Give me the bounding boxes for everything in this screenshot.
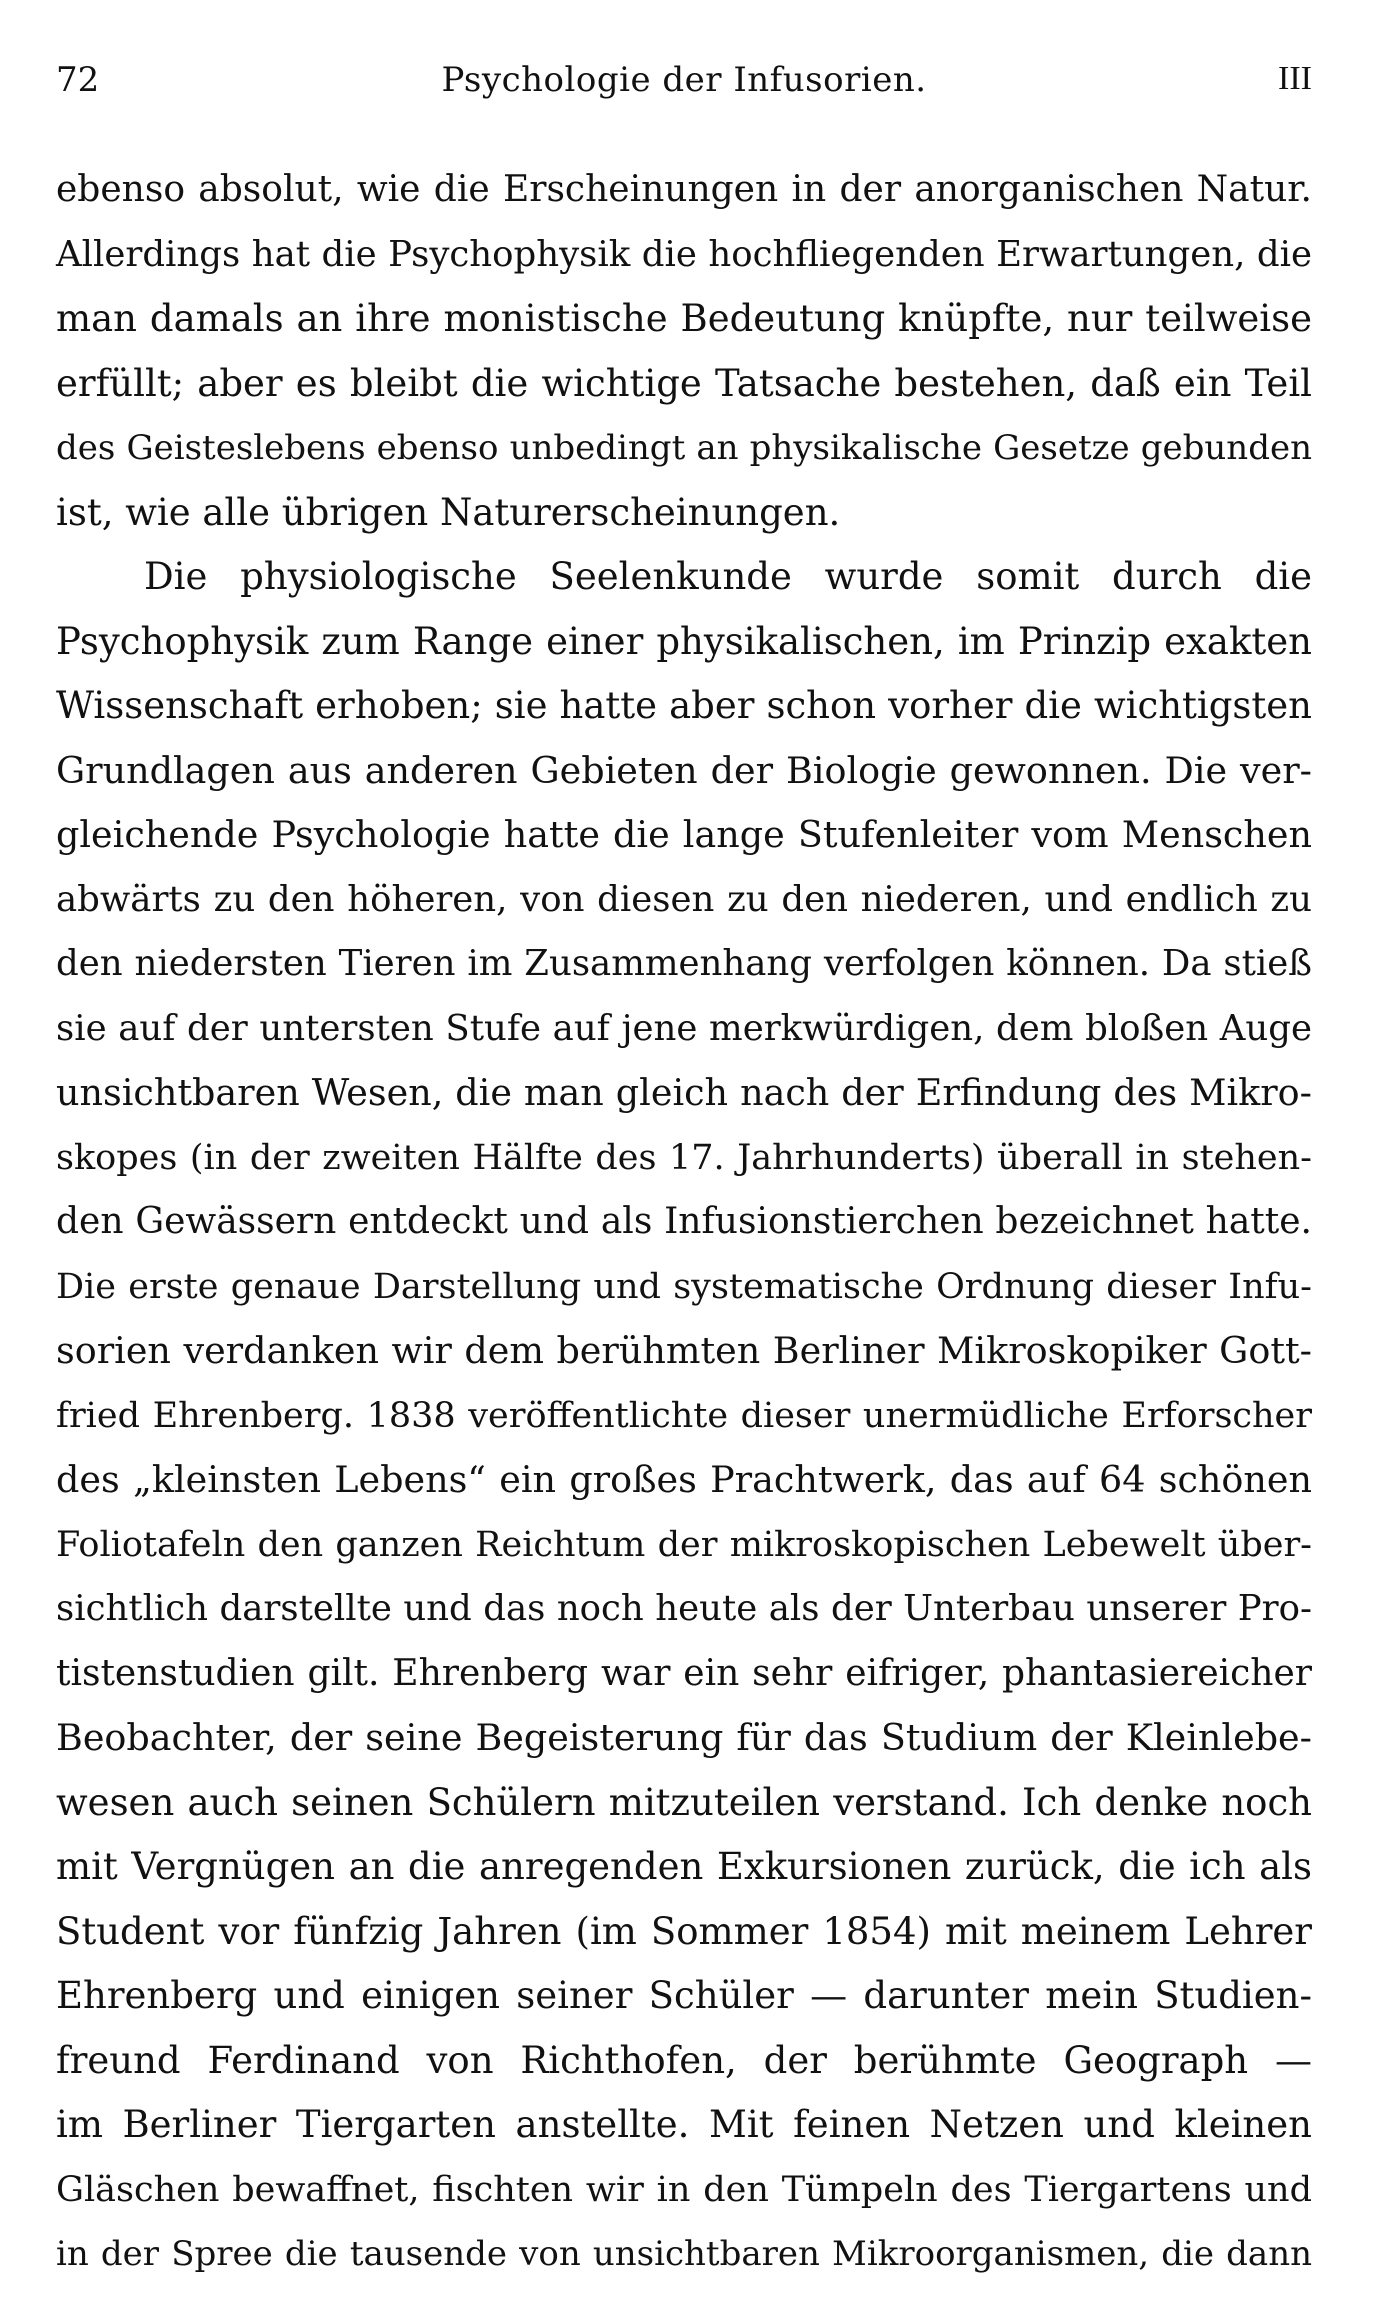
text-line: im Berliner Tiergarten anstellte. Mit feinen Netzen und kleinen: [56, 2103, 1312, 2146]
text-line: den niedersten Tieren im Zusammenhang verfolgen können. Da stieß: [56, 943, 1312, 984]
text-line: tistenstudien gilt. Ehrenberg war ein sehr eifriger, phantasiereicher: [56, 1652, 1312, 1694]
page-number: 72: [56, 60, 100, 100]
text-line: den Gewässern entdeckt und als Infusionstierchen bezeichnet hatte.: [56, 1201, 1312, 1242]
text-line: freund Ferdinand von Richthofen, der berühmte Geograph —: [56, 2038, 1312, 2082]
text-line: fried Ehrenberg. 1838 veröffentlichte dieser unermüdliche Erforscher: [56, 1395, 1312, 1436]
text-line: unsichtbaren Wesen, die man gleich nach der Erfindung des Mikro-: [56, 1071, 1312, 1114]
paragraph-1: [56, 158, 1312, 545]
text-line: sorien verdanken wir dem berühmten Berliner Mikroskopiker Gott-: [56, 1329, 1312, 1372]
text-line: des „kleinsten Lebens“ ein großes Prachtwerk, das auf 64 schönen: [56, 1458, 1312, 1501]
body-text: [56, 158, 1312, 2287]
text-line: Ehrenberg und einigen seiner Schüler — darunter mein Studien-: [56, 1974, 1312, 2017]
text-line: abwärts zu den höheren, von diesen zu den niederen, und endlich zu: [56, 878, 1312, 920]
paragraph-2: [56, 545, 1312, 2287]
text-line: Allerdings hat die Psychophysik die hochfliegenden Erwartungen, die: [56, 233, 1312, 275]
text-line: Die physiologische Seelenkunde wurde somit durch die: [144, 555, 1312, 598]
text-line: Wissenschaft erhoben; sie hatte aber schon vorher die wichtigsten: [56, 684, 1312, 727]
book-page: [56, 60, 1312, 2280]
text-line: Die erste genaue Darstellung und systematische Ordnung dieser Infu-: [56, 1266, 1312, 1307]
text-line: sichtlich darstellte und das noch heute als der Unterbau unserer Pro-: [56, 1588, 1312, 1629]
text-line: Psychophysik zum Range einer physikalischen, im Prinzip exakten: [56, 619, 1312, 663]
text-line: Student vor fünfzig Jahren (im Sommer 1854) mit meinem Lehrer: [56, 1909, 1312, 1953]
running-title: Psychologie der Infusorien.: [441, 60, 927, 100]
text-line: ebenso absolut, wie die Erscheinungen in der anorganischen Natur.: [56, 169, 1312, 210]
text-line: des Geisteslebens ebenso unbedingt an physikalische Gesetze gebunden: [56, 428, 1312, 468]
text-line: Beobachter, der seine Begeisterung für das Studium der Kleinlebe-: [56, 1716, 1312, 1759]
text-line: skopes (in der zweiten Hälfte des 17. Jahrhunderts) überall in stehen-: [56, 1137, 1312, 1178]
chapter-number: III: [1278, 60, 1312, 97]
text-line: wesen auch seinen Schülern mitzuteilen verstand. Ich denke noch: [56, 1780, 1312, 1824]
text-line: in der Spree die tausende von unsichtbaren Mikroorganismen, die dann: [56, 2234, 1312, 2274]
text-line: ist, wie alle übrigen Naturerscheinungen.: [56, 490, 841, 534]
text-line: Gläschen bewaffnet, fischten wir in den Tümpeln des Tiergartens und: [56, 2169, 1312, 2210]
text-line: Grundlagen aus anderen Gebieten der Biologie gewonnen. Die ver-: [56, 748, 1312, 792]
text-line: erfüllt; aber es bleibt die wichtige Tatsache bestehen, daß ein Teil: [56, 361, 1312, 405]
text-line: mit Vergnügen an die anregenden Exkursionen zurück, die ich als: [56, 1845, 1312, 1888]
text-line: gleichende Psychologie hatte die lange Stufenleiter vom Menschen: [56, 813, 1312, 856]
running-head: [56, 60, 1312, 120]
text-line: sie auf der untersten Stufe auf jene merkwürdigen, dem bloßen Auge: [56, 1007, 1312, 1049]
text-line: man damals an ihre monistische Bedeutung knüpfte, nur teilweise: [56, 297, 1312, 340]
text-line: Foliotafeln den ganzen Reichtum der mikroskopischen Lebewelt über-: [56, 1524, 1312, 1565]
